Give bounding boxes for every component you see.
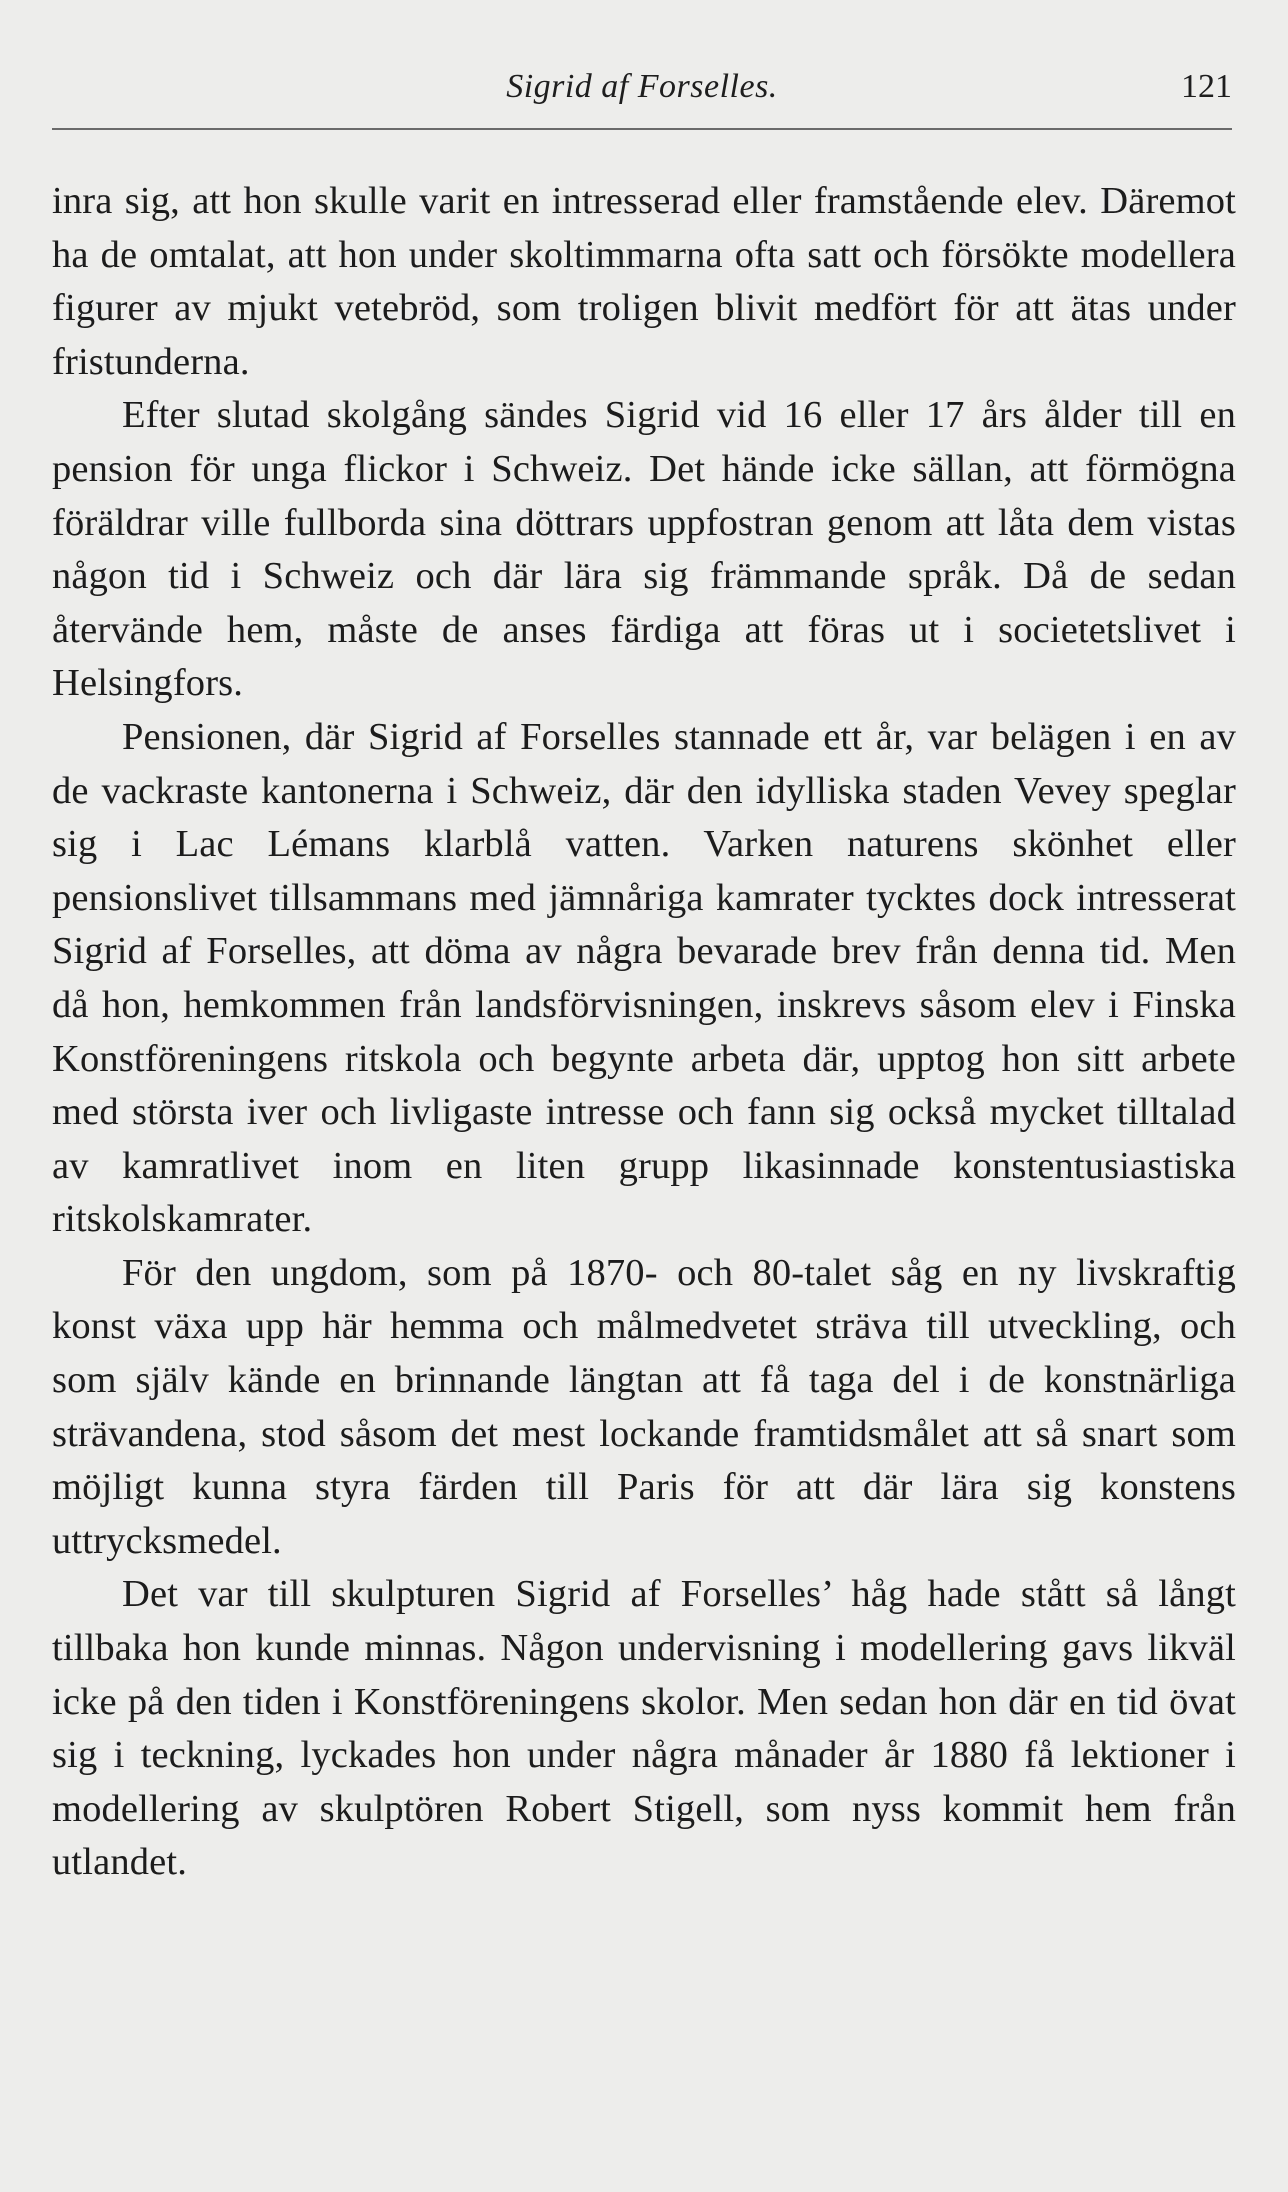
paragraph: Pensionen, där Sigrid af Forselles stannade ett år, var belägen i en av de vackraste kantonerna i Schweiz, där den idylliska staden Vevey speglar sig i Lac Lémans klarblå vatten. Varken naturens skönhet eller pensionslivet tillsammans med jämnåriga kamrater tycktes dock intresserat Sigrid af Forselles, att döma av några bevarade brev från denna tid. Men då hon, hemkommen från landsförvisningen, inskrevs såsom elev i Finska Konstföreningens ritskola och begynte arbeta där, upptog hon sitt arbete med största iver och livligaste intresse och fann sig också mycket tilltalad av kamratlivet inom en liten grupp likasinnade konstentusiastiska ritskolskamrater. [52, 715, 1236, 1241]
body-text [52, 175, 1236, 1890]
page-number: 121 [1181, 68, 1232, 105]
paragraph: För den ungdom, som på 1870- och 80-talet såg en ny livskraftig konst växa upp här hemma och målmedvetet sträva till utveckling, och som själv kände en brinnande längtan att få taga del i de konstnärliga strävandena, stod såsom det mest lockande framtidsmålet att så snart som möjligt kunna styra färden till Paris för att där lära sig konstens uttrycksmedel. [52, 1251, 1236, 1562]
paragraph: Efter slutad skolgång sändes Sigrid vid 16 eller 17 års ålder till en pension för unga flickor i Schweiz. Det hände icke sällan, att förmögna föräldrar ville fullborda sina döttrars uppfostran genom att låta dem vistas någon tid i Schweiz och där lära sig främmande språk. Då de sedan återvände hem, måste de anses färdiga att föras ut i societetslivet i Helsingfors. [52, 394, 1236, 705]
paragraph: Det var till skulpturen Sigrid af Forselles’ håg hade stått så långt tillbaka hon kunde minnas. Någon undervisning i modellering gavs likväl icke på den tiden i Konstföreningens skolor. Men sedan hon där en tid övat sig i teckning, lyckades hon under några månader år 1880 få lektioner i modellering av skulptören Robert Stigell, som nyss kommit hem från utlandet. [52, 1573, 1236, 1884]
running-title: Sigrid af Forselles. [506, 68, 778, 105]
paragraph-continued: inra sig, att hon skulle varit en intresserad eller framstående elev. Däremot ha de omtalat, att hon under skoltimmarna ofta satt och försökte modellera figurer av mjukt vetebröd, som troligen blivit medfört för att ätas under fristunderna. [52, 180, 1236, 383]
page-header [52, 62, 1232, 130]
